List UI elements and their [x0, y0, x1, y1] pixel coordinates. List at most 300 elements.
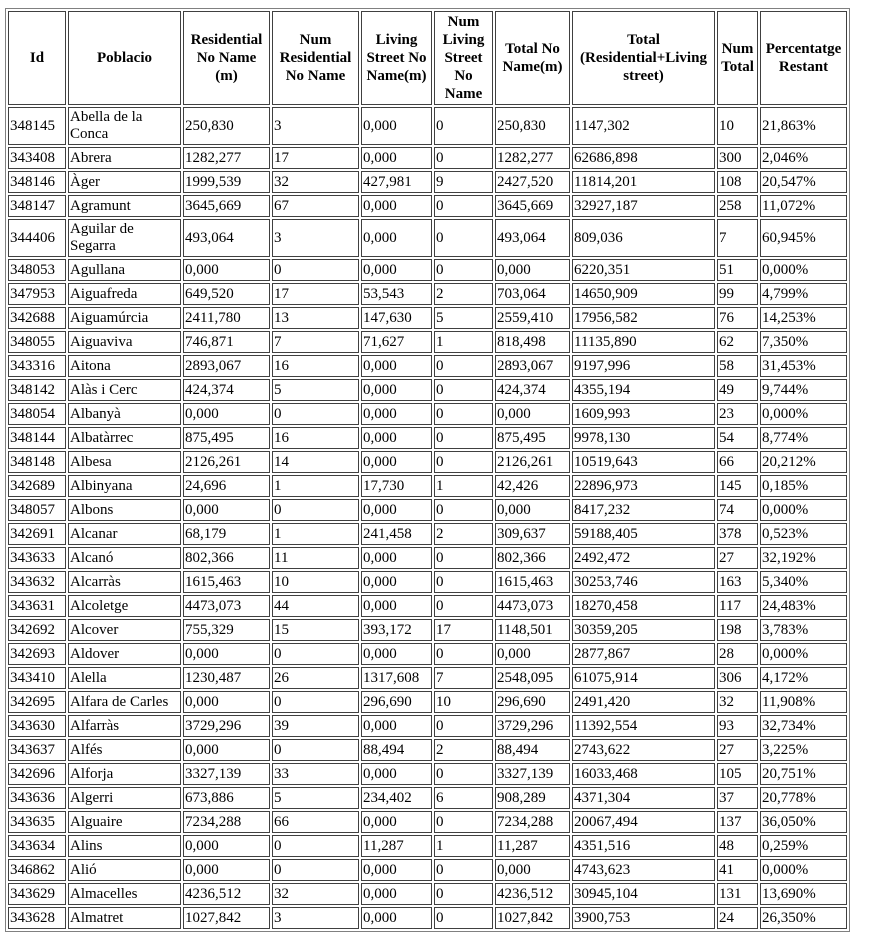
- living-street-cell: 0,000: [361, 571, 432, 593]
- living-street-cell: 88,494: [361, 739, 432, 761]
- living-street-cell: 0,000: [361, 427, 432, 449]
- id-cell: 343628: [8, 907, 66, 929]
- total-no-name-cell: 296,690: [495, 691, 570, 713]
- num-total-cell: 41: [717, 859, 758, 881]
- num-residential-cell: 3: [272, 907, 359, 929]
- poblacio-cell: Alforja: [68, 763, 181, 785]
- num-residential-cell: 17: [272, 147, 359, 169]
- total-no-name-cell: 7234,288: [495, 811, 570, 833]
- num-living-street-cell: 0: [434, 147, 493, 169]
- percentatge-cell: 21,863%: [760, 107, 847, 145]
- residential-no-name-cell: 1027,842: [183, 907, 270, 929]
- num-total-cell: 49: [717, 379, 758, 401]
- residential-no-name-cell: 4473,073: [183, 595, 270, 617]
- percentatge-cell: 0,185%: [760, 475, 847, 497]
- num-residential-cell: 14: [272, 451, 359, 473]
- id-cell: 343316: [8, 355, 66, 377]
- num-total-cell: 99: [717, 283, 758, 305]
- id-cell: 343635: [8, 811, 66, 833]
- table-row: [8, 283, 847, 305]
- living-street-cell: 0,000: [361, 883, 432, 905]
- living-street-cell: 0,000: [361, 355, 432, 377]
- total-cell: 11392,554: [572, 715, 715, 737]
- num-total-cell: 198: [717, 619, 758, 641]
- poblacio-cell: Alguaire: [68, 811, 181, 833]
- num-living-street-cell: 0: [434, 107, 493, 145]
- num-residential-cell: 32: [272, 171, 359, 193]
- table-row: [8, 499, 847, 521]
- total-cell: 30945,104: [572, 883, 715, 905]
- living-street-cell: 71,627: [361, 331, 432, 353]
- num-living-street-cell: 1: [434, 475, 493, 497]
- living-street-cell: 1317,608: [361, 667, 432, 689]
- living-street-cell: 0,000: [361, 643, 432, 665]
- num-total-cell: 258: [717, 195, 758, 217]
- num-residential-cell: 44: [272, 595, 359, 617]
- percentatge-cell: 31,453%: [760, 355, 847, 377]
- poblacio-cell: Aitona: [68, 355, 181, 377]
- residential-no-name-cell: 493,064: [183, 219, 270, 257]
- percentatge-cell: 32,734%: [760, 715, 847, 737]
- num-living-street-cell: 1: [434, 835, 493, 857]
- table-row: [8, 171, 847, 193]
- num-total-cell: 306: [717, 667, 758, 689]
- num-residential-cell: 0: [272, 499, 359, 521]
- num-living-street-cell: 0: [434, 403, 493, 425]
- num-total-cell: 131: [717, 883, 758, 905]
- table-row: [8, 763, 847, 785]
- total-no-name-cell: 0,000: [495, 499, 570, 521]
- id-cell: 348144: [8, 427, 66, 449]
- num-living-street-cell: 2: [434, 283, 493, 305]
- percentatge-cell: 20,212%: [760, 451, 847, 473]
- total-no-name-cell: 2427,520: [495, 171, 570, 193]
- living-street-cell: 0,000: [361, 859, 432, 881]
- total-cell: 9197,996: [572, 355, 715, 377]
- poblacio-cell: Alcanar: [68, 523, 181, 545]
- num-total-cell: 32: [717, 691, 758, 713]
- poblacio-cell: Alella: [68, 667, 181, 689]
- living-street-cell: 147,630: [361, 307, 432, 329]
- total-no-name-cell: 818,498: [495, 331, 570, 353]
- percentatge-cell: 24,483%: [760, 595, 847, 617]
- residential-no-name-cell: 2126,261: [183, 451, 270, 473]
- residential-no-name-cell: 755,329: [183, 619, 270, 641]
- id-cell: 342692: [8, 619, 66, 641]
- id-cell: 342696: [8, 763, 66, 785]
- living-street-cell: 234,402: [361, 787, 432, 809]
- living-street-cell: 0,000: [361, 499, 432, 521]
- poblacio-cell: Albanyà: [68, 403, 181, 425]
- percentatge-cell: 0,259%: [760, 835, 847, 857]
- id-cell: 343629: [8, 883, 66, 905]
- percentatge-cell: 20,547%: [760, 171, 847, 193]
- total-no-name-cell: 2893,067: [495, 355, 570, 377]
- header-row: [8, 11, 847, 105]
- living-street-cell: 241,458: [361, 523, 432, 545]
- num-residential-cell: 17: [272, 283, 359, 305]
- num-total-cell: 300: [717, 147, 758, 169]
- num-residential-cell: 66: [272, 811, 359, 833]
- living-street-cell: 0,000: [361, 195, 432, 217]
- percentatge-cell: 0,000%: [760, 643, 847, 665]
- total-cell: 61075,914: [572, 667, 715, 689]
- total-cell: 4743,623: [572, 859, 715, 881]
- num-residential-cell: 15: [272, 619, 359, 641]
- total-cell: 6220,351: [572, 259, 715, 281]
- residential-no-name-cell: 2893,067: [183, 355, 270, 377]
- total-no-name-cell: 2548,095: [495, 667, 570, 689]
- id-cell: 344406: [8, 219, 66, 257]
- total-cell: 1147,302: [572, 107, 715, 145]
- poblacio-cell: Albatàrrec: [68, 427, 181, 449]
- num-living-street-cell: 0: [434, 907, 493, 929]
- id-cell: 348142: [8, 379, 66, 401]
- total-cell: 11135,890: [572, 331, 715, 353]
- table-row: [8, 715, 847, 737]
- percentatge-cell: 4,799%: [760, 283, 847, 305]
- id-cell: 348054: [8, 403, 66, 425]
- residential-no-name-cell: 0,000: [183, 643, 270, 665]
- total-cell: 20067,494: [572, 811, 715, 833]
- num-residential-cell: 5: [272, 379, 359, 401]
- num-total-cell: 137: [717, 811, 758, 833]
- id-cell: 343410: [8, 667, 66, 689]
- total-cell: 1609,993: [572, 403, 715, 425]
- percentatge-cell: 0,000%: [760, 259, 847, 281]
- residential-no-name-cell: 7234,288: [183, 811, 270, 833]
- total-no-name-cell: 1027,842: [495, 907, 570, 929]
- poblacio-cell: Alfarràs: [68, 715, 181, 737]
- living-street-cell: 0,000: [361, 451, 432, 473]
- percentatge-cell: 26,350%: [760, 907, 847, 929]
- col-header-num-residential-no-name: Num Residential No Name: [272, 11, 359, 105]
- residential-no-name-cell: 68,179: [183, 523, 270, 545]
- id-cell: 343633: [8, 547, 66, 569]
- living-street-cell: 0,000: [361, 811, 432, 833]
- num-total-cell: 27: [717, 739, 758, 761]
- id-cell: 346862: [8, 859, 66, 881]
- num-residential-cell: 0: [272, 691, 359, 713]
- num-residential-cell: 0: [272, 643, 359, 665]
- living-street-cell: 0,000: [361, 219, 432, 257]
- poblacio-cell: Algerri: [68, 787, 181, 809]
- total-no-name-cell: 3327,139: [495, 763, 570, 785]
- living-street-cell: 0,000: [361, 595, 432, 617]
- poblacio-cell: Àger: [68, 171, 181, 193]
- table-row: [8, 787, 847, 809]
- table-row: [8, 195, 847, 217]
- total-no-name-cell: 1148,501: [495, 619, 570, 641]
- living-street-cell: 0,000: [361, 547, 432, 569]
- poblacio-cell: Aiguaviva: [68, 331, 181, 353]
- living-street-cell: 17,730: [361, 475, 432, 497]
- num-residential-cell: 33: [272, 763, 359, 785]
- percentatge-cell: 14,253%: [760, 307, 847, 329]
- id-cell: 343636: [8, 787, 66, 809]
- total-no-name-cell: 424,374: [495, 379, 570, 401]
- total-cell: 4351,516: [572, 835, 715, 857]
- table-row: [8, 107, 847, 145]
- total-no-name-cell: 3729,296: [495, 715, 570, 737]
- col-header-residential-no-name: Residential No Name (m): [183, 11, 270, 105]
- total-cell: 30253,746: [572, 571, 715, 593]
- table-body: [8, 107, 847, 929]
- num-total-cell: 66: [717, 451, 758, 473]
- poblacio-cell: Agullana: [68, 259, 181, 281]
- total-cell: 10519,643: [572, 451, 715, 473]
- total-cell: 30359,205: [572, 619, 715, 641]
- percentatge-cell: 20,751%: [760, 763, 847, 785]
- id-cell: 348145: [8, 107, 66, 145]
- percentatge-cell: 7,350%: [760, 331, 847, 353]
- residential-no-name-cell: 1282,277: [183, 147, 270, 169]
- num-living-street-cell: 17: [434, 619, 493, 641]
- num-living-street-cell: 1: [434, 331, 493, 353]
- poblacio-cell: Almatret: [68, 907, 181, 929]
- total-no-name-cell: 2126,261: [495, 451, 570, 473]
- id-cell: 347953: [8, 283, 66, 305]
- num-residential-cell: 39: [272, 715, 359, 737]
- percentatge-cell: 4,172%: [760, 667, 847, 689]
- total-cell: 9978,130: [572, 427, 715, 449]
- id-cell: 343631: [8, 595, 66, 617]
- percentatge-cell: 0,000%: [760, 403, 847, 425]
- percentatge-cell: 20,778%: [760, 787, 847, 809]
- living-street-cell: 11,287: [361, 835, 432, 857]
- percentatge-cell: 8,774%: [760, 427, 847, 449]
- percentatge-cell: 0,523%: [760, 523, 847, 545]
- num-total-cell: 163: [717, 571, 758, 593]
- living-street-cell: 0,000: [361, 763, 432, 785]
- total-no-name-cell: 0,000: [495, 859, 570, 881]
- id-cell: 348146: [8, 171, 66, 193]
- residential-no-name-cell: 875,495: [183, 427, 270, 449]
- id-cell: 348057: [8, 499, 66, 521]
- table-row: [8, 571, 847, 593]
- poblacio-cell: Alió: [68, 859, 181, 881]
- table-row: [8, 355, 847, 377]
- num-total-cell: 76: [717, 307, 758, 329]
- id-cell: 348053: [8, 259, 66, 281]
- table-row: [8, 427, 847, 449]
- num-total-cell: 58: [717, 355, 758, 377]
- table-row: [8, 859, 847, 881]
- total-cell: 62686,898: [572, 147, 715, 169]
- num-residential-cell: 0: [272, 259, 359, 281]
- total-no-name-cell: 4473,073: [495, 595, 570, 617]
- residential-no-name-cell: 802,366: [183, 547, 270, 569]
- num-living-street-cell: 0: [434, 219, 493, 257]
- table-row: [8, 147, 847, 169]
- residential-no-name-cell: 1230,487: [183, 667, 270, 689]
- percentatge-cell: 3,783%: [760, 619, 847, 641]
- num-total-cell: 378: [717, 523, 758, 545]
- percentatge-cell: 36,050%: [760, 811, 847, 833]
- num-living-street-cell: 2: [434, 523, 493, 545]
- table-row: [8, 811, 847, 833]
- percentatge-cell: 2,046%: [760, 147, 847, 169]
- poblacio-cell: Aldover: [68, 643, 181, 665]
- id-cell: 342695: [8, 691, 66, 713]
- poblacio-cell: Albons: [68, 499, 181, 521]
- table-row: [8, 523, 847, 545]
- residential-no-name-cell: 0,000: [183, 499, 270, 521]
- total-cell: 16033,468: [572, 763, 715, 785]
- total-cell: 2743,622: [572, 739, 715, 761]
- num-living-street-cell: 0: [434, 643, 493, 665]
- poblacio-cell: Alcover: [68, 619, 181, 641]
- residential-no-name-cell: 24,696: [183, 475, 270, 497]
- num-residential-cell: 0: [272, 835, 359, 857]
- num-living-street-cell: 0: [434, 883, 493, 905]
- num-total-cell: 62: [717, 331, 758, 353]
- poblacio-cell: Almacelles: [68, 883, 181, 905]
- num-living-street-cell: 0: [434, 811, 493, 833]
- residential-no-name-cell: 250,830: [183, 107, 270, 145]
- table-row: [8, 739, 847, 761]
- num-living-street-cell: 2: [434, 739, 493, 761]
- num-living-street-cell: 0: [434, 379, 493, 401]
- num-total-cell: 74: [717, 499, 758, 521]
- total-no-name-cell: 42,426: [495, 475, 570, 497]
- num-living-street-cell: 0: [434, 259, 493, 281]
- percentatge-cell: 0,000%: [760, 499, 847, 521]
- num-total-cell: 54: [717, 427, 758, 449]
- data-table: [5, 8, 850, 932]
- num-living-street-cell: 0: [434, 595, 493, 617]
- total-cell: 59188,405: [572, 523, 715, 545]
- table-row: [8, 595, 847, 617]
- residential-no-name-cell: 0,000: [183, 691, 270, 713]
- total-cell: 2491,420: [572, 691, 715, 713]
- num-total-cell: 48: [717, 835, 758, 857]
- percentatge-cell: 13,690%: [760, 883, 847, 905]
- num-total-cell: 51: [717, 259, 758, 281]
- total-cell: 8417,232: [572, 499, 715, 521]
- table-row: [8, 451, 847, 473]
- col-header-id: Id: [8, 11, 66, 105]
- table-row: [8, 643, 847, 665]
- id-cell: 343408: [8, 147, 66, 169]
- total-cell: 17956,582: [572, 307, 715, 329]
- residential-no-name-cell: 0,000: [183, 403, 270, 425]
- num-living-street-cell: 0: [434, 451, 493, 473]
- col-header-percentatge-restant: Percentatge Restant: [760, 11, 847, 105]
- table-row: [8, 307, 847, 329]
- id-cell: 342688: [8, 307, 66, 329]
- id-cell: 348148: [8, 451, 66, 473]
- num-total-cell: 37: [717, 787, 758, 809]
- col-header-total-residential-living: Total (Residential+Living street): [572, 11, 715, 105]
- residential-no-name-cell: 424,374: [183, 379, 270, 401]
- living-street-cell: 0,000: [361, 379, 432, 401]
- total-no-name-cell: 875,495: [495, 427, 570, 449]
- percentatge-cell: 9,744%: [760, 379, 847, 401]
- col-header-poblacio: Poblacio: [68, 11, 181, 105]
- total-no-name-cell: 1282,277: [495, 147, 570, 169]
- residential-no-name-cell: 673,886: [183, 787, 270, 809]
- num-living-street-cell: 0: [434, 355, 493, 377]
- percentatge-cell: 32,192%: [760, 547, 847, 569]
- id-cell: 343632: [8, 571, 66, 593]
- poblacio-cell: Alfés: [68, 739, 181, 761]
- residential-no-name-cell: 746,871: [183, 331, 270, 353]
- table-row: [8, 547, 847, 569]
- poblacio-cell: Agramunt: [68, 195, 181, 217]
- num-living-street-cell: 0: [434, 859, 493, 881]
- total-no-name-cell: 0,000: [495, 643, 570, 665]
- num-living-street-cell: 10: [434, 691, 493, 713]
- table-row: [8, 259, 847, 281]
- num-total-cell: 93: [717, 715, 758, 737]
- num-living-street-cell: 7: [434, 667, 493, 689]
- table-row: [8, 219, 847, 257]
- poblacio-cell: Alins: [68, 835, 181, 857]
- residential-no-name-cell: 1999,539: [183, 171, 270, 193]
- table-row: [8, 379, 847, 401]
- id-cell: 342691: [8, 523, 66, 545]
- id-cell: 343630: [8, 715, 66, 737]
- living-street-cell: 0,000: [361, 259, 432, 281]
- col-header-living-street-no-name: Living Street No Name(m): [361, 11, 432, 105]
- num-residential-cell: 7: [272, 331, 359, 353]
- percentatge-cell: 5,340%: [760, 571, 847, 593]
- poblacio-cell: Aiguamúrcia: [68, 307, 181, 329]
- num-living-street-cell: 5: [434, 307, 493, 329]
- residential-no-name-cell: 3645,669: [183, 195, 270, 217]
- residential-no-name-cell: 3327,139: [183, 763, 270, 785]
- num-total-cell: 117: [717, 595, 758, 617]
- id-cell: 342689: [8, 475, 66, 497]
- total-no-name-cell: 908,289: [495, 787, 570, 809]
- poblacio-cell: Alcarràs: [68, 571, 181, 593]
- total-no-name-cell: 802,366: [495, 547, 570, 569]
- total-no-name-cell: 11,287: [495, 835, 570, 857]
- num-residential-cell: 1: [272, 475, 359, 497]
- poblacio-cell: Abrera: [68, 147, 181, 169]
- percentatge-cell: 11,908%: [760, 691, 847, 713]
- num-residential-cell: 13: [272, 307, 359, 329]
- poblacio-cell: Alàs i Cerc: [68, 379, 181, 401]
- total-no-name-cell: 250,830: [495, 107, 570, 145]
- num-living-street-cell: 6: [434, 787, 493, 809]
- total-cell: 809,036: [572, 219, 715, 257]
- percentatge-cell: 11,072%: [760, 195, 847, 217]
- residential-no-name-cell: 0,000: [183, 259, 270, 281]
- living-street-cell: 0,000: [361, 715, 432, 737]
- num-total-cell: 7: [717, 219, 758, 257]
- poblacio-cell: Alcoletge: [68, 595, 181, 617]
- num-residential-cell: 26: [272, 667, 359, 689]
- col-header-num-living-street-no-name: Num Living Street No Name: [434, 11, 493, 105]
- total-no-name-cell: 4236,512: [495, 883, 570, 905]
- living-street-cell: 427,981: [361, 171, 432, 193]
- residential-no-name-cell: 2411,780: [183, 307, 270, 329]
- total-cell: 14650,909: [572, 283, 715, 305]
- id-cell: 343634: [8, 835, 66, 857]
- table-row: [8, 907, 847, 929]
- num-total-cell: 28: [717, 643, 758, 665]
- table-row: [8, 331, 847, 353]
- total-cell: 22896,973: [572, 475, 715, 497]
- num-living-street-cell: 9: [434, 171, 493, 193]
- total-no-name-cell: 0,000: [495, 259, 570, 281]
- num-residential-cell: 0: [272, 859, 359, 881]
- num-living-street-cell: 0: [434, 571, 493, 593]
- residential-no-name-cell: 0,000: [183, 859, 270, 881]
- living-street-cell: 0,000: [361, 107, 432, 145]
